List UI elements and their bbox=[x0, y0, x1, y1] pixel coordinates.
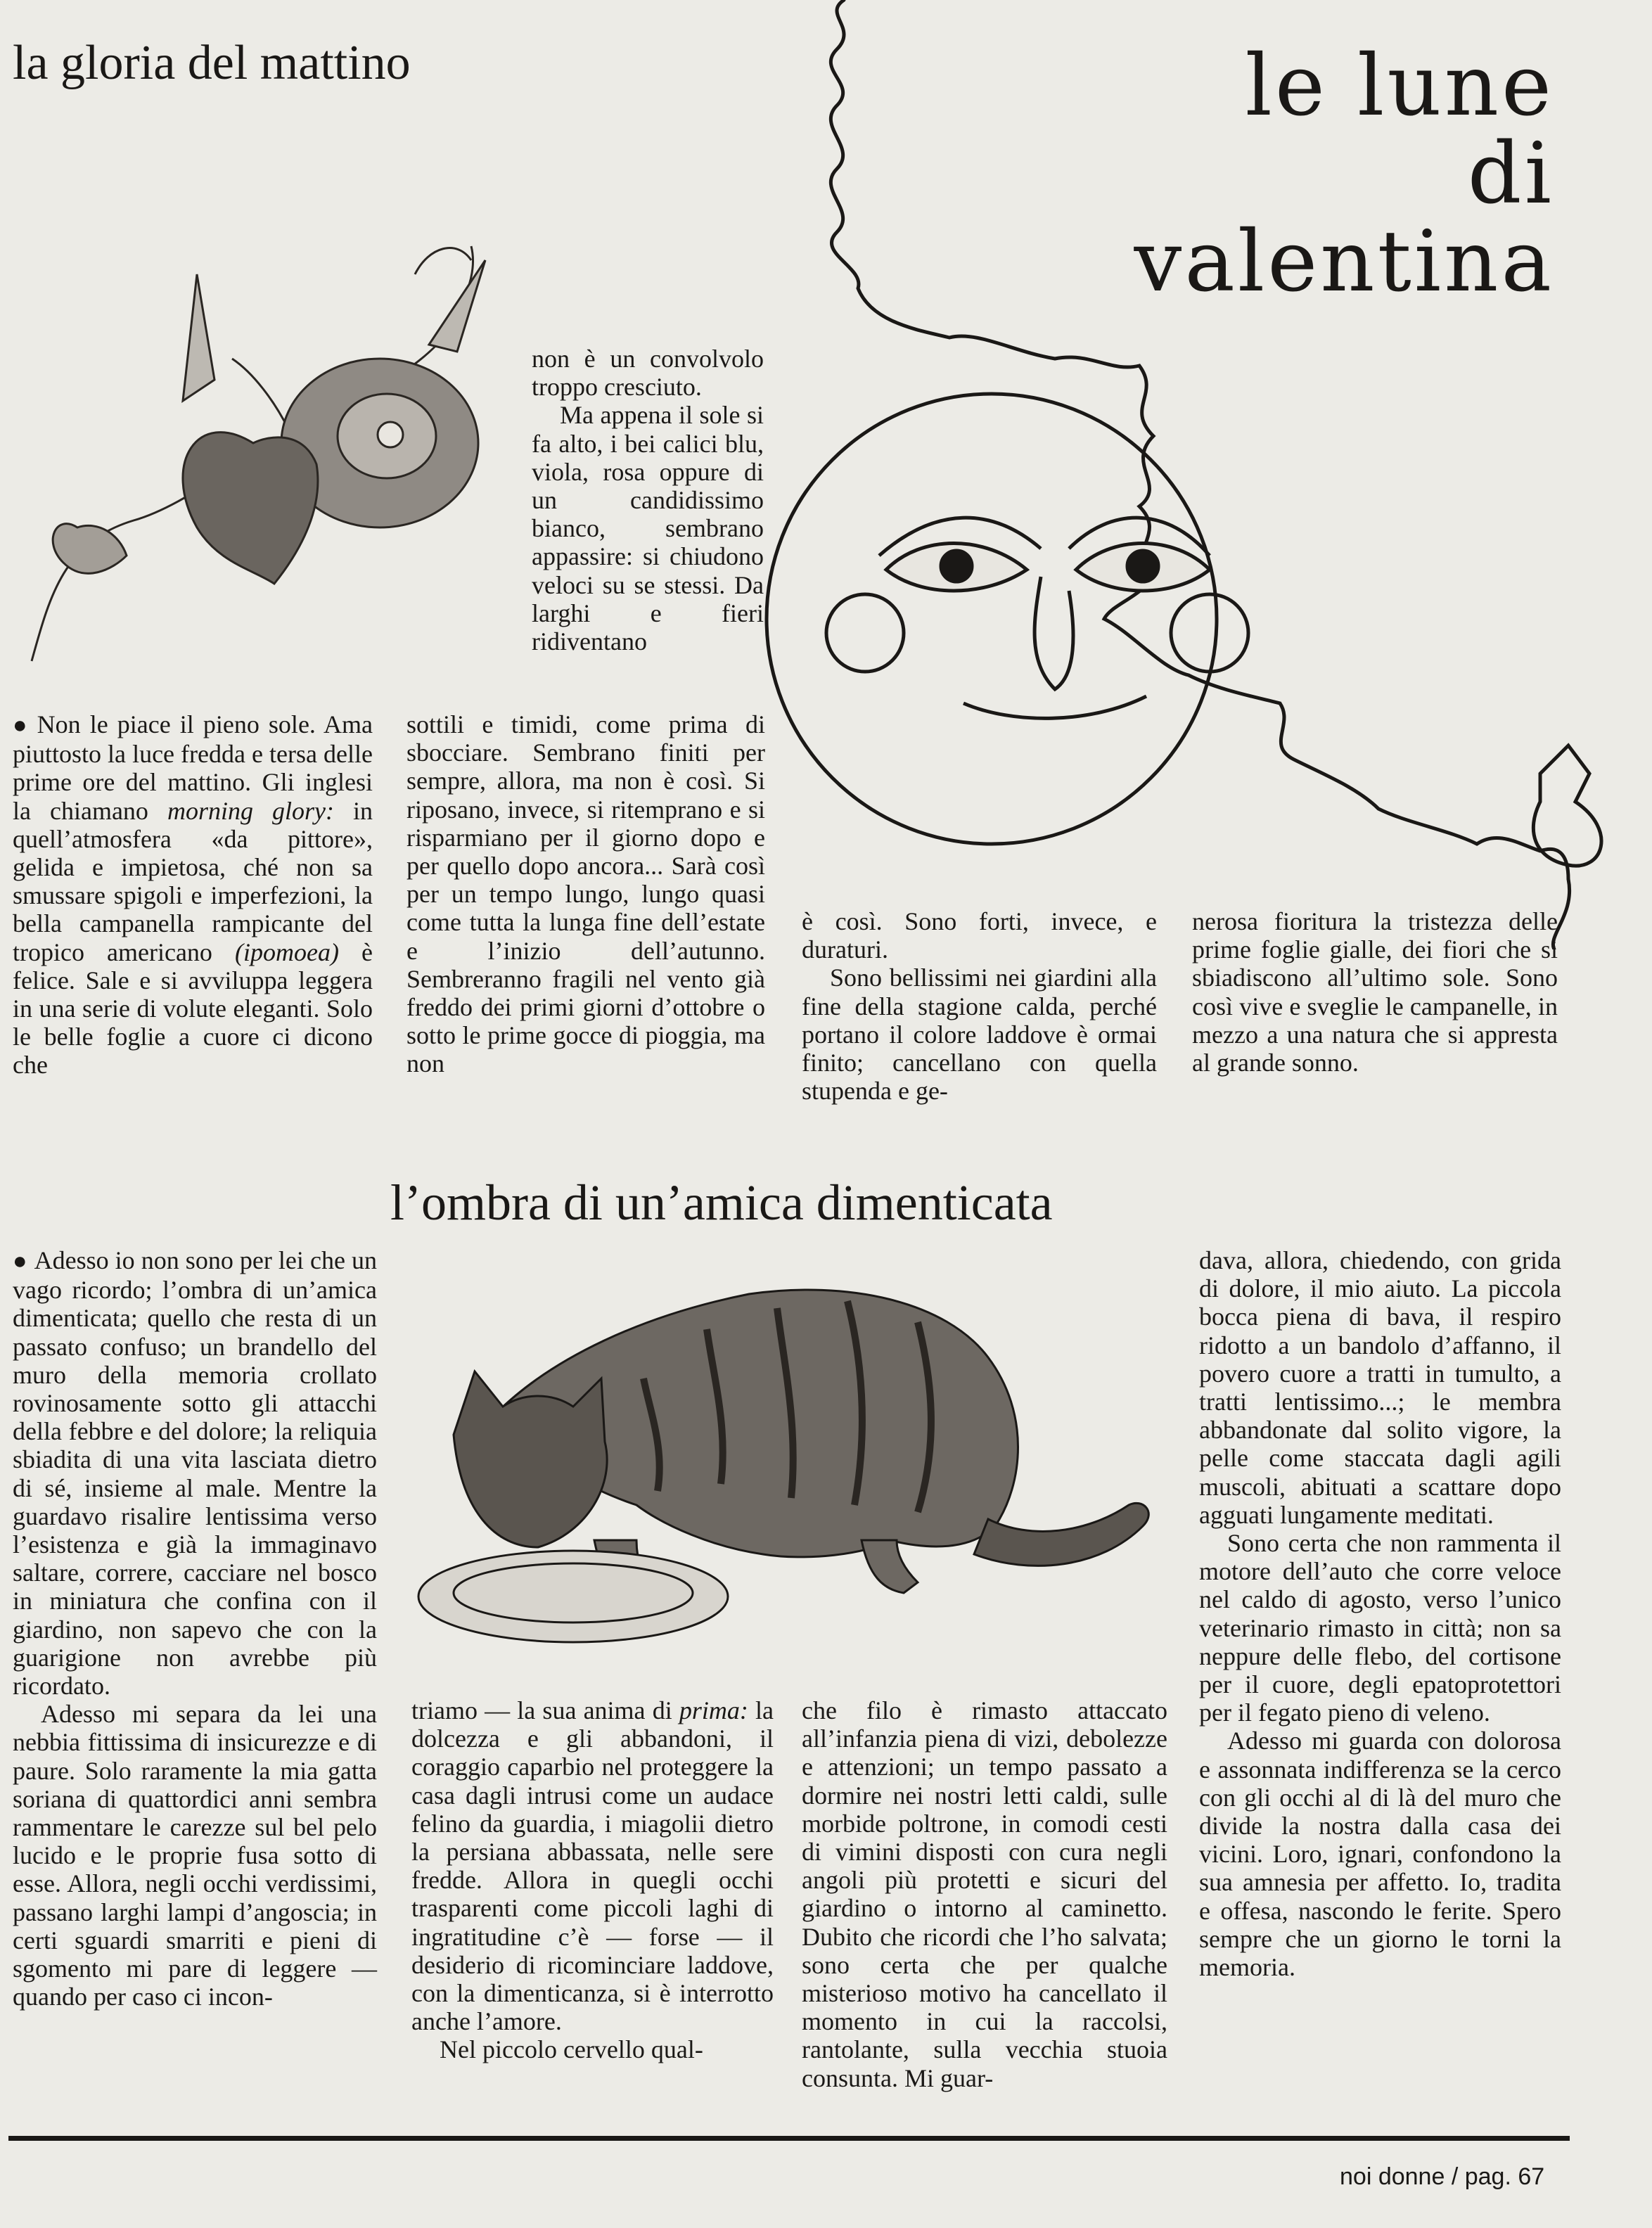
curly-border bbox=[831, 0, 1568, 879]
vine-tendril bbox=[415, 248, 471, 274]
article2-col1: ● Adesso io non sono per lei che un vago ricordo; l’ombra di un’amica dimenticata; quello che resta di un passato confuso; un brandello del muro della memoria crollato rovinosamente sotto gli attacchi della febbre e del dolore; la reliquia sbiadita di una vita lasciata dietro di sé, insieme al male. Mentre la guardavo risalire lentissima verso l’esistenza e già la immaginavo saltare, correre, cacciare nel bosco in miniatura che confina con il giardino, non sapevo che con la guarigione non avrebbe più ricordato. Adesso mi separa da lei una nebbia fittissima di insicurezze e di paure. Solo raramente la mia gatta soriana di quattordici anni sembra rammentare le carezze sul bel pelo lucido e le proprie fusa sotto di esse. Allora, negli occhi verdissimi, passano larghi lampi d’angoscia; in certi sguardi smarriti e pieni di sgomento mi pare di leggere — quando per caso ci incon- bbox=[13, 1246, 377, 2011]
section-title: l’ombra di un’amica dimenticata bbox=[390, 1174, 1053, 1231]
article1-col4: nerosa fioritura la tristezza delle prime foglie gialle, dei fiori che si sbiadiscono all’ultimo sole. Sono così vive e sveglie le campanelle, in mezzo a una natura che si appresta al grande sonno. bbox=[1192, 907, 1558, 1077]
article1-col2-top: non è un convolvolo troppo cresciuto. Ma appena il sole si fa alto, i bei calici blu, viola, rosa oppure di un candidissimo bianco, sembrano appassire: si chiudono veloci su se stessi. Da larghi e fieri ridiventano bbox=[532, 345, 764, 656]
bullet-icon: ● bbox=[13, 712, 30, 738]
article2-col4: dava, allora, chiedendo, con grida di dolore, il mio aiuto. La piccola bocca piena di bava, il respiro ridotto a un bandolo d’affanno, il povero cuore a tratti in tumulto, a tratti lentissimo...; le membra abbandonate dal solito vigore, la pelle come staccata dagli agili muscoli, abituati a scattare dopo agguati lungamente meditati. Sono certa che non rammenta il motore dell’auto che corre veloce nel caldo di agosto, verso l’unico veterinario rimasto in città; non sa neppure delle flebo, del cortisone per il cuore, degli epatoprotettori per il fegato pieno di veleno. Adesso mi guarda con dolorosa e assonnata indifferenza se la cerco con gli occhi al di là del muro che divide la nostra dalla casa dei vicini. Loro, ignari, confondono la sua amnesia per affetto. Io, tradita e offesa, nascondo le ferite. Spero sempre che un giorno le torni la memoria. bbox=[1199, 1246, 1561, 1982]
heart-leaf-icon bbox=[183, 433, 318, 584]
moon-face-icon bbox=[767, 394, 1248, 844]
page-number: / pag. 67 bbox=[1451, 2163, 1545, 2190]
magazine-name: noi donne bbox=[1340, 2163, 1445, 2190]
cat-illustration bbox=[411, 1273, 1157, 1667]
footer-rule bbox=[8, 2136, 1570, 2141]
cat-head bbox=[454, 1371, 607, 1547]
article2-col3: che filo è rimasto attaccato all’infanzia piena di vizi, debolezze e attenzioni; un tempo passato a dormire nei nostri letti caldi, sulle morbide poltrone, in comodi cesti di vimini disposti con cura negli angoli più protetti e sicuri del giardino o intorno al caminetto. Dubito che ricordi che l’ho salvata; sono certa che per qualche misterioso motivo ha cancellato il momento in cui la raccolsi, rantolante, sulla vecchia stuoia consunta. Mi guar- bbox=[802, 1696, 1167, 2092]
title-lune-line1: le lune bbox=[1245, 37, 1554, 135]
moon-face-illustration bbox=[760, 0, 1618, 949]
article1-col1: ● Non le piace il pieno sole. Ama piuttosto la luce fredda e tersa delle prime ore del mattino. Gli inglesi la chiamano morning glory: in quell’atmosfera «da pittore», gelida e impietosa, ché non sa smussare spigoli e imperfezioni, la bella campanella rampicante del tropico americano (ipomoea) è felice. Sale e si avviluppa leggera in una serie di volute eleganti. Solo le belle foglie a cuore ci dicono che bbox=[13, 710, 373, 1080]
cat-leg-back bbox=[862, 1540, 918, 1593]
article2-col2: triamo — la sua anima di prima: la dolcezza e gli abbandoni, il coraggio caparbio nel proteggere la casa dagli intrusi come un audace felino da guardia, i miagolii dietro la persiana abbassata, nelle sere fredde. Allora in quegli occhi trasparenti come piccoli laghi di ingratitudine c’è — forse — il desiderio di ricominciare laddove, con la dimenticanza, si è interrotto anche l’amore. Nel piccolo cervello qual- bbox=[411, 1696, 774, 2064]
vine-tendril-2 bbox=[232, 359, 288, 429]
bullet-icon-2: ● bbox=[13, 1248, 27, 1274]
article1-col3: è così. Sono forti, invece, e duraturi. Sono bellissimi nei giardini alla fine della stagione calda, perché portano il colore laddove è ormai finito; cancellano con quella stupenda e ge- bbox=[802, 907, 1157, 1106]
title-lune-line2: di valentina bbox=[1134, 125, 1554, 311]
morning-glory-illustration bbox=[21, 232, 513, 668]
flask-outline bbox=[1533, 745, 1601, 866]
heart-leaf-icon-2 bbox=[53, 524, 127, 574]
page-footer bbox=[1340, 2163, 1579, 2191]
article1-col2-bottom: sottili e timidi, come prima di sbocciare. Sembrano finiti per sempre, allora, ma non è così. Si riposano, invece, si ritemprano e si risparmiano per il giorno dopo e per quello dopo ancora... Sarà così per un tempo lungo, lungo quasi come tutta la lunga fine dell’estate e l’inizio dell’autunno. Sembreranno fragili nel vento già freddo dei primi giorni d’ottobre o sotto le prime gocce di pioggia, ma non bbox=[406, 710, 765, 1078]
bud-left bbox=[183, 274, 214, 401]
bud-right bbox=[429, 260, 485, 352]
title-gloria: la gloria del mattino bbox=[13, 36, 411, 90]
